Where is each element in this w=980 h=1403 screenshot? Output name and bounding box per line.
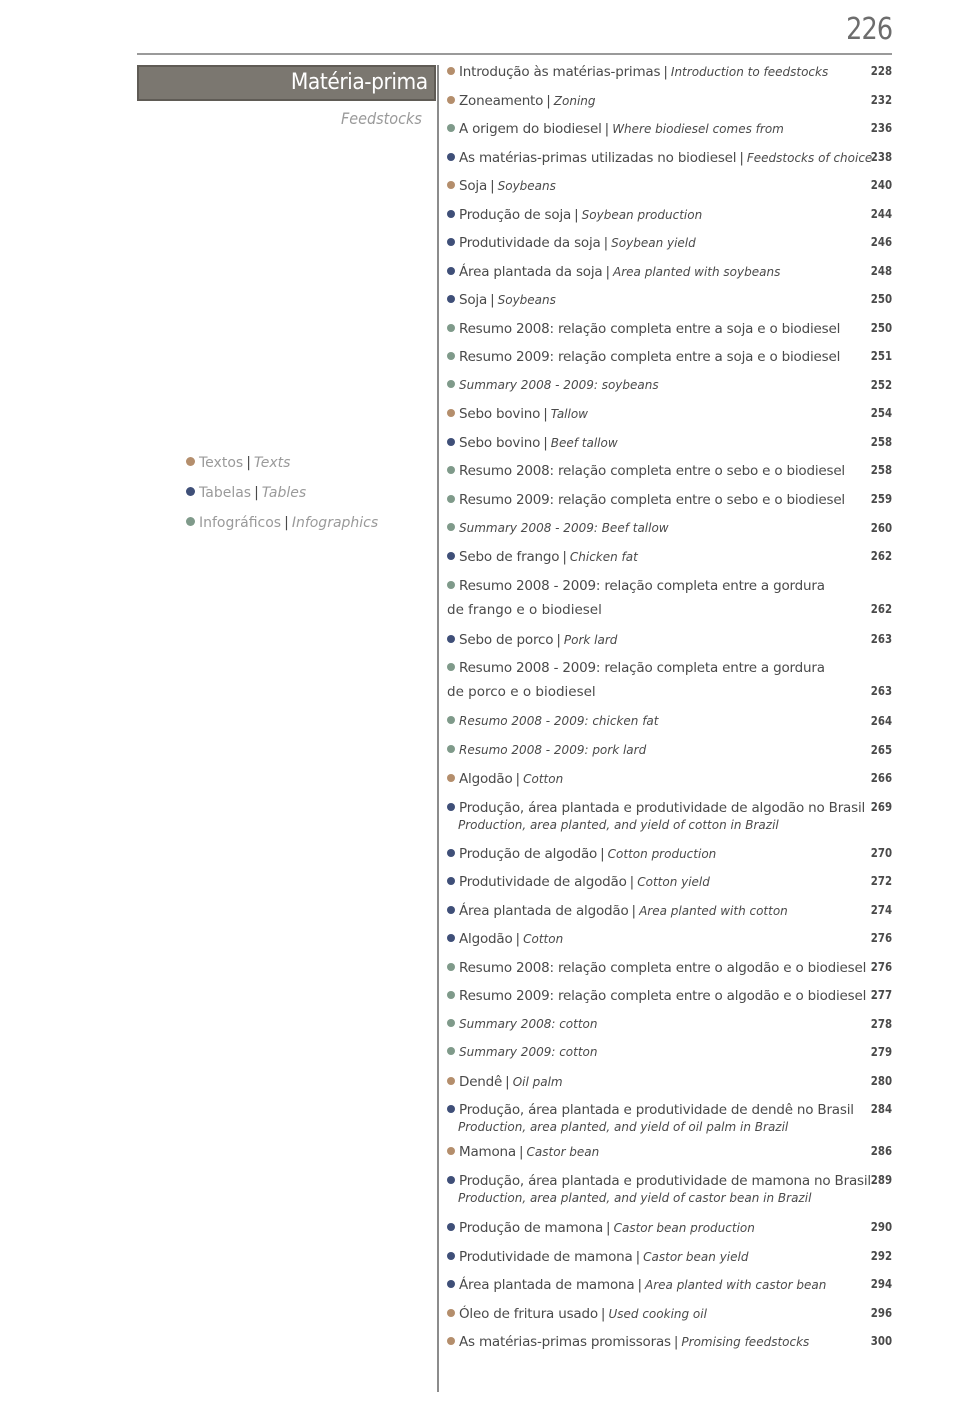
bullet-icon xyxy=(447,963,455,971)
toc-entry-title xyxy=(447,578,892,594)
entry-page-number: 276 xyxy=(870,931,892,945)
entry-title-pt: Área plantada de mamona xyxy=(459,1277,635,1293)
bullet-icon xyxy=(447,210,455,218)
bullet-icon xyxy=(447,1047,455,1055)
toc-entry[interactable] xyxy=(447,988,892,1004)
entry-title-en: Beef tallow xyxy=(550,436,618,450)
toc-entry[interactable] xyxy=(447,1306,892,1322)
toc-entry-title xyxy=(447,207,892,223)
toc-entry[interactable] xyxy=(447,1334,892,1350)
toc-entry[interactable] xyxy=(447,93,892,109)
entry-title-en: Zoning xyxy=(553,94,596,108)
entry-title-en: Resumo 2008 - 2009: chicken fat xyxy=(459,714,659,728)
entry-title-pt: Produção, área plantada e produtividade de dendê no Brasil xyxy=(459,1102,854,1118)
title-separator: | xyxy=(518,1144,524,1160)
entry-title-en: Castor bean yield xyxy=(643,1250,749,1264)
toc-entry-title xyxy=(447,1074,892,1090)
entry-title-pt: Resumo 2009: relação completa entre o algodão e o biodiesel xyxy=(459,988,867,1004)
section-subtitle: Feedstocks xyxy=(341,109,422,128)
toc-entry-title xyxy=(447,874,892,890)
toc-entry[interactable] xyxy=(447,874,892,890)
toc-entry[interactable] xyxy=(447,406,892,422)
toc-entry-title xyxy=(447,1306,892,1322)
toc-entry-title xyxy=(447,235,892,251)
entry-title-en: Summary 2008 - 2009: soybeans xyxy=(459,378,659,392)
bullet-icon xyxy=(447,716,455,724)
bullet-icon xyxy=(447,380,455,388)
entry-title-pt: Algodão xyxy=(459,771,513,787)
toc-entry[interactable] xyxy=(447,463,892,479)
toc-entry[interactable] xyxy=(447,349,892,365)
entry-page-number: 228 xyxy=(870,64,892,78)
bullet-icon xyxy=(447,635,455,643)
bullet-icon xyxy=(447,552,455,560)
entry-title-pt: Sebo bovino xyxy=(459,406,541,422)
title-separator: | xyxy=(505,1074,510,1090)
entry-page-number: 270 xyxy=(870,846,892,860)
bullet-icon xyxy=(447,934,455,942)
entry-page-number: 251 xyxy=(870,349,892,363)
toc-entry[interactable] xyxy=(447,549,892,565)
title-separator: | xyxy=(574,207,579,223)
entry-title-pt: Resumo 2008: relação completa entre a soja e o biodiesel xyxy=(459,321,841,337)
title-separator: | xyxy=(739,150,744,166)
entry-title-en: Where biodiesel comes from xyxy=(612,122,784,136)
toc-entry-title xyxy=(447,292,892,308)
toc-entry-title xyxy=(447,660,892,676)
entry-page-number: 277 xyxy=(870,988,892,1002)
toc-entry-title xyxy=(447,349,892,365)
entry-page-number: 286 xyxy=(870,1144,892,1158)
title-separator: | xyxy=(600,846,605,862)
legend-label-en: Texts xyxy=(253,455,291,471)
title-separator: | xyxy=(604,121,610,137)
legend-separator: | xyxy=(284,515,289,531)
bullet-icon xyxy=(186,517,195,526)
bullet-icon xyxy=(186,487,195,496)
entry-title-continuation: de frango e o biodiesel xyxy=(447,602,602,618)
bullet-icon xyxy=(447,324,455,332)
bullet-icon xyxy=(447,745,455,753)
entry-page-number: 274 xyxy=(870,903,892,917)
entry-title-pt: A origem do biodiesel xyxy=(459,121,602,137)
column-divider xyxy=(437,65,439,1392)
bullet-icon xyxy=(447,67,455,75)
toc-entry-title xyxy=(447,264,892,280)
entry-title-pt: Soja xyxy=(459,292,488,308)
entry-title-pt: Introdução às matérias-primas xyxy=(459,64,661,80)
title-separator: | xyxy=(546,93,551,109)
entry-title-en: Area planted with cotton xyxy=(639,904,788,918)
toc-entry-title xyxy=(447,931,892,947)
title-separator: | xyxy=(637,1277,642,1293)
entry-title-pt: Sebo bovino xyxy=(459,435,541,451)
toc-entry-title xyxy=(447,549,892,565)
entry-title-pt: Produtividade da soja xyxy=(459,235,601,251)
entry-title-pt: Resumo 2008: relação completa entre o sebo e o biodiesel xyxy=(459,463,845,479)
entry-title-continuation: de porco e o biodiesel xyxy=(447,684,596,700)
toc-entry[interactable] xyxy=(447,178,892,194)
legend-separator: | xyxy=(254,485,259,501)
entry-title-en: Used cooking oil xyxy=(608,1307,707,1321)
entry-page-number: 279 xyxy=(870,1045,892,1059)
bullet-icon xyxy=(447,906,455,914)
legend-label-pt: Tabelas xyxy=(199,485,252,501)
title-separator: | xyxy=(543,406,548,422)
toc-entry-title xyxy=(447,121,892,137)
toc-entry[interactable] xyxy=(447,931,892,947)
toc-entry-title xyxy=(447,1220,892,1236)
entry-page-number: 252 xyxy=(870,378,892,392)
section-title: Matéria-prima xyxy=(291,70,428,95)
entry-page-number: 258 xyxy=(870,463,892,477)
legend-item-infographics xyxy=(186,508,378,538)
entry-page-number: 294 xyxy=(870,1277,892,1291)
title-separator: | xyxy=(631,903,637,919)
bullet-icon xyxy=(447,181,455,189)
entry-title-pt: Produtividade de algodão xyxy=(459,874,627,890)
bullet-icon xyxy=(447,238,455,246)
toc-entry-title xyxy=(447,743,892,757)
legend-item-tables xyxy=(186,478,378,508)
legend-label-en: Tables xyxy=(261,485,307,501)
toc-entry-title xyxy=(447,321,892,337)
toc-entry-title xyxy=(447,93,892,109)
toc-entry[interactable] xyxy=(447,1074,892,1090)
entry-title-en: Soybean production xyxy=(581,208,703,222)
toc-entry[interactable] xyxy=(447,264,892,280)
entry-page-number: 280 xyxy=(870,1074,892,1088)
toc-entry[interactable] xyxy=(447,903,892,919)
bullet-icon xyxy=(447,409,455,417)
toc-entry-title xyxy=(447,632,892,648)
toc-entry-title xyxy=(447,1173,892,1189)
entry-subtitle-en: Production, area planted, and yield of oil palm in Brazil xyxy=(458,1120,789,1134)
entry-title-pt: Produção de mamona xyxy=(459,1220,604,1236)
toc-entry[interactable] xyxy=(447,1173,892,1205)
toc-entry[interactable] xyxy=(447,771,892,787)
entry-title-en: Pork lard xyxy=(563,633,618,647)
entry-page-number: 258 xyxy=(870,435,892,449)
title-separator: | xyxy=(490,178,495,194)
bullet-icon xyxy=(447,153,455,161)
entry-title-en: Tallow xyxy=(550,407,588,421)
entry-page-number: 300 xyxy=(870,1334,892,1348)
toc-entry-title xyxy=(447,521,892,535)
toc-entry[interactable] xyxy=(447,150,892,166)
toc-entry[interactable] xyxy=(447,578,892,618)
entry-title-pt: Óleo de fritura usado xyxy=(459,1306,598,1322)
bullet-icon xyxy=(447,581,455,589)
toc-entry[interactable] xyxy=(447,1249,892,1265)
bullet-icon xyxy=(447,523,455,531)
entry-title-en: Summary 2009: cotton xyxy=(459,1045,598,1059)
entry-page-number: 262 xyxy=(870,602,892,616)
toc-entry-title xyxy=(447,1334,892,1350)
entry-title-pt: Resumo 2008 - 2009: relação completa entre a gordura xyxy=(459,660,825,676)
toc-entry[interactable] xyxy=(447,1045,892,1059)
entry-title-pt: Produção, área plantada e produtividade de algodão no Brasil xyxy=(459,800,866,816)
bullet-icon xyxy=(186,457,195,466)
bullet-icon xyxy=(447,1280,455,1288)
bullet-icon xyxy=(447,352,455,360)
entry-title-en: Oil palm xyxy=(512,1075,563,1089)
entry-title-pt: Produção, área plantada e produtividade de mamona no Brasil xyxy=(459,1173,871,1189)
entry-page-number: 265 xyxy=(870,743,892,757)
bullet-icon xyxy=(447,663,455,671)
legend-item-texts xyxy=(186,448,378,478)
header-rule xyxy=(137,53,892,55)
legend xyxy=(186,448,378,538)
entry-page-number: 264 xyxy=(870,714,892,728)
toc-entry-title xyxy=(447,492,892,508)
bullet-icon xyxy=(447,96,455,104)
entry-page-number: 232 xyxy=(870,93,892,107)
entry-page-number: 269 xyxy=(870,800,892,814)
toc-entry[interactable] xyxy=(447,1144,892,1160)
entry-page-number: 248 xyxy=(870,264,892,278)
toc-entry-title xyxy=(447,1249,892,1265)
title-separator: | xyxy=(556,632,561,648)
entry-title-pt: Produção de soja xyxy=(459,207,572,223)
entry-page-number: 289 xyxy=(870,1173,892,1187)
toc-entry-title xyxy=(447,463,892,479)
toc-entry[interactable] xyxy=(447,1102,892,1134)
toc-entry-title xyxy=(447,800,892,816)
entry-page-number: 259 xyxy=(870,492,892,506)
entry-title-pt: Sebo de porco xyxy=(459,632,554,648)
bullet-icon xyxy=(447,877,455,885)
entry-title-en: Resumo 2008 - 2009: pork lard xyxy=(459,743,647,757)
entry-title-pt: Resumo 2009: relação completa entre a soja e o biodiesel xyxy=(459,349,841,365)
entry-title-pt: Soja xyxy=(459,178,488,194)
entry-title-pt: Resumo 2009: relação completa entre o sebo e o biodiesel xyxy=(459,492,845,508)
entry-title-en: Chicken fat xyxy=(569,550,638,564)
entry-title-pt: Resumo 2008: relação completa entre o algodão e o biodiesel xyxy=(459,960,867,976)
title-separator: | xyxy=(562,549,567,565)
bullet-icon xyxy=(447,495,455,503)
toc-entry-title xyxy=(447,903,892,919)
toc-entry-title xyxy=(447,406,892,422)
entry-title-en: Soybean yield xyxy=(611,236,696,250)
bullet-icon xyxy=(447,774,455,782)
toc-entry[interactable] xyxy=(447,1017,892,1031)
bullet-icon xyxy=(447,991,455,999)
entry-page-number: 240 xyxy=(870,178,892,192)
entry-page-number: 250 xyxy=(870,321,892,335)
toc-entry-title xyxy=(447,771,892,787)
entry-title-en: Promising feedstocks xyxy=(681,1335,810,1349)
entry-title-en: Cotton xyxy=(523,772,564,786)
legend-label-pt: Infográficos xyxy=(199,515,282,531)
toc-entry[interactable] xyxy=(447,632,892,648)
entry-title-pt: Produtividade de mamona xyxy=(459,1249,633,1265)
toc-entry[interactable] xyxy=(447,960,892,976)
entry-title-en: Cotton xyxy=(523,932,564,946)
toc-entry[interactable] xyxy=(447,207,892,223)
entry-page-number: 296 xyxy=(870,1306,892,1320)
toc-entry-title xyxy=(447,988,892,1004)
entry-subtitle-en: Production, area planted, and yield of cotton in Brazil xyxy=(458,818,779,832)
entry-subtitle-en: Production, area planted, and yield of castor bean in Brazil xyxy=(458,1191,812,1205)
entry-title-pt: As matérias-primas promissoras xyxy=(459,1334,671,1350)
toc-entry-title xyxy=(447,435,892,451)
entry-page-number: 278 xyxy=(870,1017,892,1031)
bullet-icon xyxy=(447,295,455,303)
entry-title-en: Castor bean production xyxy=(613,1221,755,1235)
entry-page-number: 284 xyxy=(870,1102,892,1116)
bullet-icon xyxy=(447,1309,455,1317)
toc-entry[interactable] xyxy=(447,292,892,308)
toc-entry-title xyxy=(447,1017,892,1031)
entry-title-pt: As matérias-primas utilizadas no biodiesel xyxy=(459,150,737,166)
bullet-icon xyxy=(447,1077,455,1085)
entry-title-en: Soybeans xyxy=(497,179,556,193)
bullet-icon xyxy=(447,438,455,446)
entry-title-en: Area planted with castor bean xyxy=(645,1278,827,1292)
bullet-icon xyxy=(447,1337,455,1345)
toc-entry-title xyxy=(447,846,892,862)
entry-page-number: 238 xyxy=(870,150,892,164)
bullet-icon xyxy=(447,1176,455,1184)
bullet-icon xyxy=(447,803,455,811)
entry-title-pt: Resumo 2008 - 2009: relação completa entre a gordura xyxy=(459,578,825,594)
title-separator: | xyxy=(635,1249,641,1265)
title-separator: | xyxy=(603,235,609,251)
title-separator: | xyxy=(515,771,521,787)
title-separator: | xyxy=(490,292,495,308)
toc-entry[interactable] xyxy=(447,64,892,80)
entry-page-number: 246 xyxy=(870,235,892,249)
entry-page-number: 254 xyxy=(870,406,892,420)
title-separator: | xyxy=(663,64,668,80)
entry-page-number: 263 xyxy=(870,684,892,698)
entry-page-number: 244 xyxy=(870,207,892,221)
entry-page-number: 260 xyxy=(870,521,892,535)
bullet-icon xyxy=(447,124,455,132)
toc-entry-title xyxy=(447,1102,892,1118)
toc-entry-title xyxy=(447,378,892,392)
entry-title-en: Summary 2008 - 2009: Beef tallow xyxy=(459,521,669,535)
entry-title-en: Cotton yield xyxy=(637,875,710,889)
page-number: 226 xyxy=(845,12,892,47)
title-separator: | xyxy=(605,264,611,280)
entry-title-pt: Algodão xyxy=(459,931,513,947)
title-separator: | xyxy=(629,874,635,890)
bullet-icon xyxy=(447,267,455,275)
legend-separator: | xyxy=(246,455,251,471)
entry-page-number: 292 xyxy=(870,1249,892,1263)
toc-entry[interactable] xyxy=(447,743,892,757)
legend-label-en: Infographics xyxy=(291,515,379,531)
bullet-icon xyxy=(447,466,455,474)
title-separator: | xyxy=(673,1334,679,1350)
entry-title-pt: Zoneamento xyxy=(459,93,544,109)
entry-page-number: 262 xyxy=(870,549,892,563)
toc-entry[interactable] xyxy=(447,235,892,251)
toc-entry[interactable] xyxy=(447,435,892,451)
entry-title-en: Summary 2008: cotton xyxy=(459,1017,598,1031)
toc-entry[interactable] xyxy=(447,121,892,137)
entry-page-number: 236 xyxy=(870,121,892,135)
toc-entry-title xyxy=(447,960,892,976)
toc-entry-title xyxy=(447,1144,892,1160)
entry-title-en: Feedstocks of choice xyxy=(746,151,873,165)
entry-page-number: 272 xyxy=(870,874,892,888)
entry-page-number: 250 xyxy=(870,292,892,306)
entry-title-en: Castor bean xyxy=(526,1145,600,1159)
bullet-icon xyxy=(447,1252,455,1260)
toc-entry[interactable] xyxy=(447,492,892,508)
bullet-icon xyxy=(447,1147,455,1155)
entry-title-en: Soybeans xyxy=(497,293,556,307)
toc-entry[interactable] xyxy=(447,378,892,392)
entry-title-en: Area planted with soybeans xyxy=(613,265,781,279)
entry-title-pt: Área plantada da soja xyxy=(459,264,603,280)
entry-page-number: 276 xyxy=(870,960,892,974)
section-title-bar xyxy=(137,65,436,101)
entry-page-number: 290 xyxy=(870,1220,892,1234)
entry-title-pt: Produção de algodão xyxy=(459,846,598,862)
entry-page-number: 263 xyxy=(870,632,892,646)
toc-entry-title xyxy=(447,1277,892,1293)
bullet-icon xyxy=(447,1105,455,1113)
toc-entry[interactable] xyxy=(447,521,892,535)
entry-title-en: Cotton production xyxy=(607,847,717,861)
title-separator: | xyxy=(600,1306,606,1322)
entry-page-number: 266 xyxy=(870,771,892,785)
entry-title-en: Introduction to feedstocks xyxy=(670,65,829,79)
bullet-icon xyxy=(447,1019,455,1027)
toc-entry-title xyxy=(447,714,892,728)
toc-entry[interactable] xyxy=(447,846,892,862)
entry-title-pt: Área plantada de algodão xyxy=(459,903,629,919)
toc-entry[interactable] xyxy=(447,1220,892,1236)
toc-entry[interactable] xyxy=(447,321,892,337)
toc-entry[interactable] xyxy=(447,660,892,700)
toc-entry-title xyxy=(447,178,892,194)
bullet-icon xyxy=(447,849,455,857)
entry-title-pt: Sebo de frango xyxy=(459,549,560,565)
toc-entry-title xyxy=(447,64,892,80)
entry-title-pt: Dendê xyxy=(459,1074,503,1090)
toc-entry[interactable] xyxy=(447,800,892,832)
title-separator: | xyxy=(515,931,521,947)
toc-entry-title xyxy=(447,1045,892,1059)
toc-entry[interactable] xyxy=(447,714,892,728)
entry-title-pt: Mamona xyxy=(459,1144,516,1160)
legend-label-pt: Textos xyxy=(199,455,244,471)
toc-entry-title xyxy=(447,150,892,166)
bullet-icon xyxy=(447,1223,455,1231)
toc-entry[interactable] xyxy=(447,1277,892,1293)
title-separator: | xyxy=(543,435,548,451)
title-separator: | xyxy=(606,1220,611,1236)
